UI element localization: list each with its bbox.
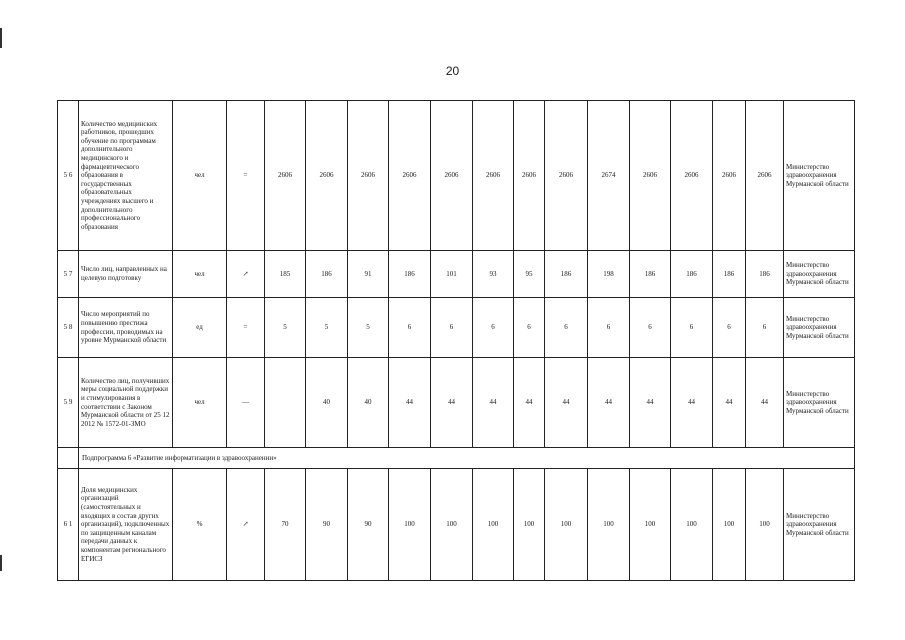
- unit-cell: ед: [173, 298, 227, 358]
- value-cell: 44: [671, 358, 713, 448]
- value-cell: 100: [630, 469, 671, 581]
- responsible-org: Министерство здравоохранения Мурманской области: [784, 298, 855, 358]
- value-cell: 2606: [431, 101, 473, 251]
- table-row: [58, 251, 855, 298]
- indicator-name: Число мероприятий по повышению престижа профессии, проводимых на уровне Мурманской области: [79, 298, 173, 358]
- page-number: 20: [445, 64, 460, 78]
- value-cell: 186: [306, 251, 348, 298]
- value-cell: 5: [348, 298, 389, 358]
- value-cell: 6: [389, 298, 431, 358]
- value-cell: 2606: [545, 101, 588, 251]
- value-cell: 44: [588, 358, 630, 448]
- row-index: 6 1: [58, 469, 79, 581]
- value-cell: [265, 358, 306, 448]
- value-cell: 2674: [588, 101, 630, 251]
- responsible-org: Министерство здравоохранения Мурманской области: [784, 101, 855, 251]
- value-cell: 5: [306, 298, 348, 358]
- value-cell: 6: [713, 298, 746, 358]
- unit-cell: чел: [173, 251, 227, 298]
- value-cell: 2606: [306, 101, 348, 251]
- row-index: 5 9: [58, 358, 79, 448]
- indicators-table: [57, 100, 855, 581]
- value-cell: 2606: [348, 101, 389, 251]
- value-cell: 2606: [630, 101, 671, 251]
- row-index: 5 6: [58, 101, 79, 251]
- value-cell: 100: [588, 469, 630, 581]
- value-cell: 100: [545, 469, 588, 581]
- value-cell: 90: [306, 469, 348, 581]
- table-row: [58, 101, 855, 251]
- table-row: [58, 298, 855, 358]
- indicator-name: Доля медицинских организаций (самостоятельных и входящих в состав других организаций), подключенных по защищенным каналам передачи данных к компонентам регионального ЕГИСЗ: [79, 469, 173, 581]
- trend-cell: =: [227, 101, 265, 251]
- value-cell: 44: [431, 358, 473, 448]
- value-cell: 44: [713, 358, 746, 448]
- value-cell: 2606: [746, 101, 784, 251]
- indicator-name: Количество лиц, получивших меры социальной поддержки и стимулирования в соответствии с Законом Мурманской области от 25 12 2012 № 1572-01-ЗМО: [79, 358, 173, 448]
- value-cell: 95: [514, 251, 545, 298]
- row-index: 5 7: [58, 251, 79, 298]
- value-cell: 6: [473, 298, 514, 358]
- trend-cell: =: [227, 298, 265, 358]
- indicator-name: Число лиц, направленных на целевую подготовку: [79, 251, 173, 298]
- unit-cell: чел: [173, 101, 227, 251]
- value-cell: 186: [746, 251, 784, 298]
- value-cell: 6: [746, 298, 784, 358]
- value-cell: 100: [671, 469, 713, 581]
- value-cell: 198: [588, 251, 630, 298]
- responsible-org: Министерство здравоохранения Мурманской области: [784, 469, 855, 581]
- trend-cell: —: [227, 358, 265, 448]
- table-row: [58, 358, 855, 448]
- value-cell: 186: [545, 251, 588, 298]
- unit-cell: %: [173, 469, 227, 581]
- value-cell: 186: [389, 251, 431, 298]
- value-cell: 186: [630, 251, 671, 298]
- value-cell: 186: [671, 251, 713, 298]
- value-cell: 100: [473, 469, 514, 581]
- responsible-org: Министерство здравоохранения Мурманской области: [784, 358, 855, 448]
- value-cell: 44: [473, 358, 514, 448]
- value-cell: 100: [431, 469, 473, 581]
- scan-edge-mark: [0, 555, 2, 571]
- value-cell: 93: [473, 251, 514, 298]
- trend-cell: ↗: [227, 251, 265, 298]
- value-cell: 2606: [389, 101, 431, 251]
- value-cell: 100: [389, 469, 431, 581]
- value-cell: 2606: [514, 101, 545, 251]
- value-cell: 2606: [473, 101, 514, 251]
- value-cell: 91: [348, 251, 389, 298]
- value-cell: 44: [514, 358, 545, 448]
- responsible-org: Министерство здравоохранения Мурманской области: [784, 251, 855, 298]
- value-cell: 70: [265, 469, 306, 581]
- value-cell: 5: [265, 298, 306, 358]
- value-cell: 44: [545, 358, 588, 448]
- value-cell: 40: [306, 358, 348, 448]
- value-cell: 44: [746, 358, 784, 448]
- value-cell: 40: [348, 358, 389, 448]
- value-cell: 100: [514, 469, 545, 581]
- value-cell: 6: [671, 298, 713, 358]
- value-cell: 100: [746, 469, 784, 581]
- value-cell: 44: [389, 358, 431, 448]
- value-cell: 44: [630, 358, 671, 448]
- indicator-name: Количество медицинских работников, прошедших обучение по программам дополнительного медицинского и фармацевтического образования в государственных образовательных учреждениях высшего и дополнительного профессионального образования: [79, 101, 173, 251]
- value-cell: 6: [545, 298, 588, 358]
- value-cell: 2606: [265, 101, 306, 251]
- value-cell: 6: [630, 298, 671, 358]
- value-cell: 6: [431, 298, 473, 358]
- value-cell: 2606: [713, 101, 746, 251]
- value-cell: 185: [265, 251, 306, 298]
- table-row: [58, 469, 855, 581]
- scan-edge-mark: [0, 28, 2, 48]
- row-index: 5 8: [58, 298, 79, 358]
- value-cell: 2606: [671, 101, 713, 251]
- subprogram-index-cell: [58, 448, 79, 469]
- unit-cell: чел: [173, 358, 227, 448]
- value-cell: 6: [588, 298, 630, 358]
- value-cell: 186: [713, 251, 746, 298]
- value-cell: 90: [348, 469, 389, 581]
- subprogram-title: Подпрограмма 6 «Развитие информатизации в здравоохранении»: [79, 448, 855, 469]
- value-cell: 6: [514, 298, 545, 358]
- trend-cell: ↗: [227, 469, 265, 581]
- value-cell: 101: [431, 251, 473, 298]
- subprogram-row: [58, 448, 855, 469]
- value-cell: 100: [713, 469, 746, 581]
